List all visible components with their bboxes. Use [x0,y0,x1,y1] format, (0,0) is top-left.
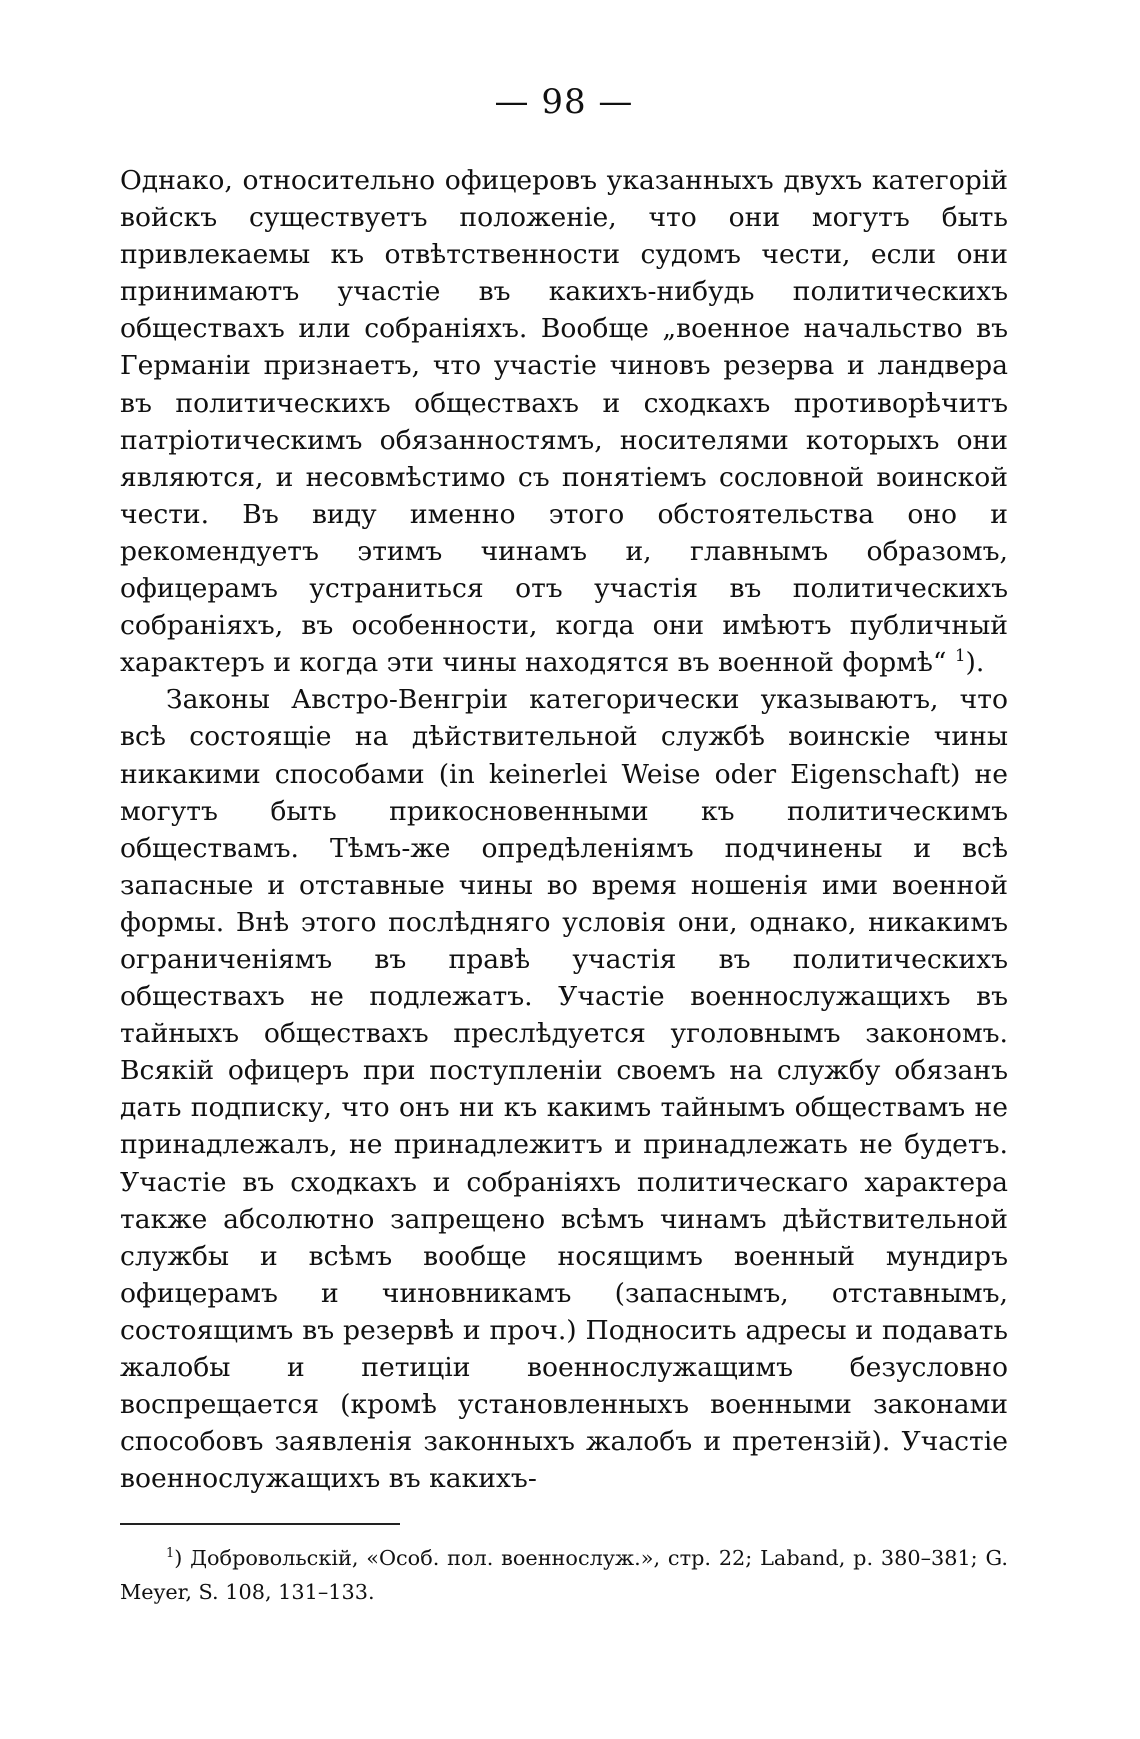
main-text [120,162,1008,1497]
book-page [120,82,1008,1609]
footnote-reference: 1 [954,646,966,666]
footnote-text: ) Добровольскій, «Особ. пол. военнослуж.», стр. 22; Laband, p. 380–381; G. Meyer, S. 108, 131–133. [120,1546,1008,1605]
paragraph-1-text: Однако, относительно офицеровъ указанныхъ двухъ категорій войскъ существуетъ положеніе, что они могутъ быть привлекаемы къ отвѣтственности судомъ чести, если они принимаютъ участіе въ какихъ-нибудь политическихъ обществахъ или собраніяхъ. Вообще „военное начальство въ Германіи признаетъ, что участіе чиновъ резерва и ландвера въ политическихъ обществахъ и сходкахъ противорѣчитъ патріотическимъ обязанностямъ, носителями которыхъ они являются, и несовмѣстимо съ понятіемъ сословной воинской чести. Въ виду именно этого обстоятельства оно и рекомендуетъ этимъ чинамъ и, главнымъ образомъ, офицерамъ устраниться отъ участія въ политическихъ собраніяхъ, въ особенности, когда они имѣютъ публичный характеръ и когда эти чины находятся въ военной формѣ“ [120,165,1008,679]
footnote-marker: 1 [166,1546,175,1562]
paragraph-2: Законы Австро-Венгріи категорически указываютъ, что всѣ состоящіе на дѣйствительной службѣ воинскіе чины никакими способами (in keinerlei Weise oder Eigenschaft) не могутъ быть прикосновенными къ политическимъ обществамъ. Тѣмъ-же опредѣленіямъ подчинены и всѣ запасные и отставные чины во время ношенія ими военной формы. Внѣ этого послѣдняго условія они, однако, никакимъ ограниченіямъ въ правѣ участія въ политическихъ обществахъ не подлежатъ. Участіе военнослужащихъ въ тайныхъ обществахъ преслѣдуется уголовнымъ закономъ. Всякій офицеръ при поступленіи своемъ на службу обязанъ дать подписку, что онъ ни къ какимъ тайнымъ обществамъ не принадлежалъ, не принадлежитъ и принадлежать не будетъ. Участіе въ сходкахъ и собраніяхъ политическаго характера также абсолютно запрещено всѣмъ чинамъ дѣйствительной службы и всѣмъ вообще носящимъ военный мундиръ офицерамъ и чиновникамъ (запаснымъ, отставнымъ, состоящимъ въ резервѣ и проч.) Подносить адресы и подавать жалобы и петиціи военнослужащимъ безусловно воспрещается (кромѣ установленныхъ военными законами способовъ заявленія законныхъ жалобъ и претензій). Участіе военнослужащихъ въ какихъ- [120,684,1008,1495]
paragraph-1 [120,162,1008,681]
footnote [120,1541,1008,1609]
page-number: — 98 — [494,82,634,122]
paragraph-1-end: ). [965,647,985,679]
footnote-divider [120,1523,400,1525]
